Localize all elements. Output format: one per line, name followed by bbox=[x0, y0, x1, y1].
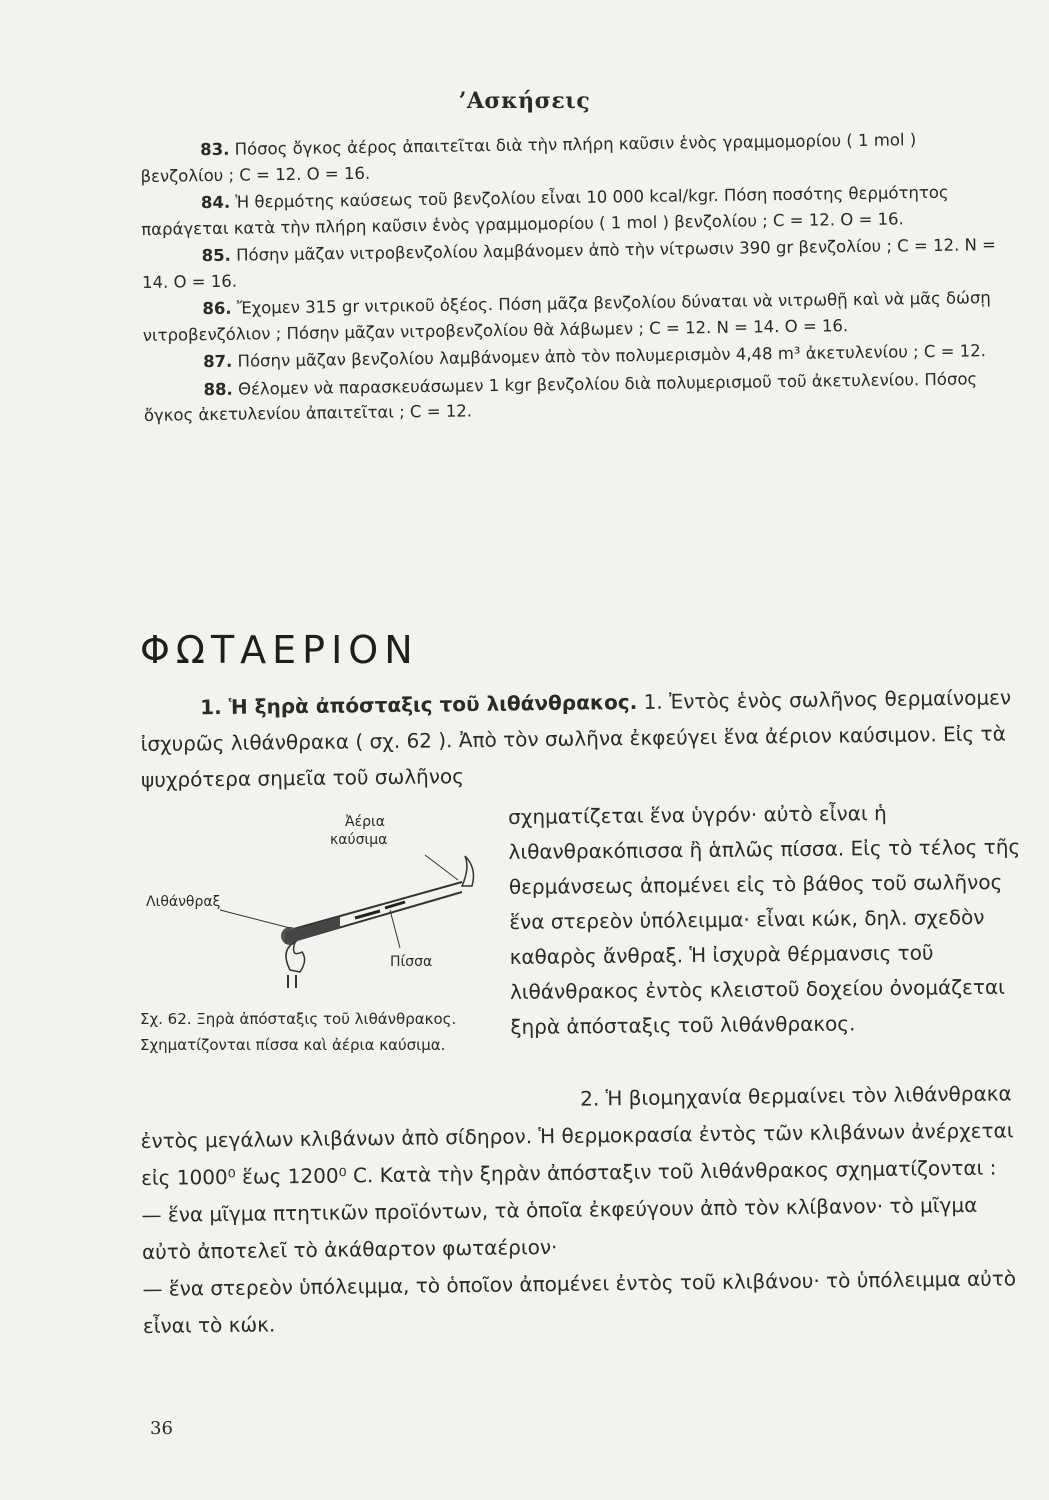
flame-icon bbox=[462, 856, 473, 886]
exercise-text: Θέλομεν νὰ παρασκευάσωμεν 1 kgr βενζολίου διὰ πολυμερισμοῦ τοῦ ἀκετυλενίου. Πόσος ὄγκος ἀκετυλενίου ἀπαιτεῖται ; C = 12. bbox=[143, 368, 978, 425]
exercise-text: Πόσην μᾶζαν νιτροβενζολίου λαμβάνομεν ἀπὸ τὴν νίτρωσιν 390 gr βενζολίου ; C = 12. N = 14. O = 16. bbox=[141, 235, 997, 292]
section-title: ’Ασκήσεις bbox=[458, 88, 591, 114]
tube-top-edge bbox=[290, 882, 462, 930]
exercise-item bbox=[143, 365, 1004, 428]
exercise-item bbox=[141, 232, 1002, 295]
label-gases-line2: καύσιμα bbox=[330, 832, 388, 848]
bullet-volatile-products: — ἕνα μῖγμα πτητικῶν προϊόντων, τὰ ὁποῖα ἐκφεύγουν ἀπὸ τὸν κλίβανον· τὸ μῖγμα αὐτὸ ἀποτελεῖ τὸ ἀκάθαρτον φωταέριον· bbox=[141, 1192, 978, 1264]
tar-pointer bbox=[390, 910, 400, 948]
figure-62 bbox=[140, 810, 480, 1000]
gases-pointer bbox=[425, 855, 458, 880]
intro-text: 1. Ἐντὸς ἑνὸς σωλῆνος θερμαίνομεν ἰσχυρῶς λιθάνθρακα ( σχ. 62 ). Ἀπὸ τὸν σωλῆνα ἐκφεύγει ἕνα ἀέριον καύσιμον. Εἰς τὰ ψυχρότερα σημεῖα τοῦ σωλῆνος bbox=[140, 685, 1012, 792]
label-coal: Λιθάνθραξ bbox=[146, 894, 221, 910]
bullet-solid-residue: — ἕνα στερεὸν ὑπόλειμμα, τὸ ὁποῖον ἀπομένει ἐντὸς τοῦ κλιβάνου· τὸ ὑπόλειμμα αὐτὸ εἶναι τὸ κώκ. bbox=[142, 1266, 1017, 1338]
distillation-diagram bbox=[140, 810, 480, 1000]
exercise-text: Ἔχομεν 315 gr νιτρικοῦ ὀξέος. Πόση μᾶζα βενζολίου δύναται νὰ νιτρωθῇ καὶ νὰ μᾶς δώσῃ νιτροβενζόλιον ; Πόσην μᾶζαν νιτροβενζολίου θὰ λάβωμεν ; C = 12. N = 14. O = 16. bbox=[142, 288, 991, 345]
exercise-number: 87. bbox=[202, 351, 233, 372]
label-tar: Πίσσα bbox=[390, 954, 433, 970]
paragraph-2: 2. Ἡ βιομηχανία θερμαίνει τὸν λιθάνθρακα ἐντὸς μεγάλων κλιβάνων ἀπὸ σίδηρον. Ἡ θερμοκρασία ἐντὸς τῶν κλιβάνων ἀνέρχεται εἰς 1000⁰ ἕως 1200⁰ C. Κατὰ τὴν ξηρὰν ἀπόσταξιν τοῦ λιθάνθρακος σχηματίζονται : bbox=[140, 1081, 1014, 1190]
chapter-title: ΦΩΤΑΕΡΙΟΝ bbox=[140, 628, 419, 672]
exercise-number: 88. bbox=[203, 379, 233, 399]
subsection-heading: 1. Ἡ ξηρὰ ἀπόσταξις τοῦ λιθάνθρακος. bbox=[200, 689, 638, 720]
industry-section bbox=[140, 1075, 1023, 1345]
page-number: 36 bbox=[150, 1418, 173, 1439]
exercise-item bbox=[141, 179, 1002, 242]
exercise-number: 83. bbox=[200, 139, 230, 160]
exercise-number: 86. bbox=[202, 298, 232, 319]
label-gases-line1: Ἀέρια bbox=[345, 814, 385, 830]
coal-pointer bbox=[220, 910, 290, 928]
intro-paragraph bbox=[140, 679, 1021, 798]
exercise-number: 85. bbox=[201, 245, 232, 266]
burner-flame-icon bbox=[286, 942, 305, 972]
exercise-item bbox=[140, 126, 1001, 189]
exercise-text: Πόσος ὄγκος ἀέρος ἀπαιτεῖται διὰ τὴν πλήρη καῦσιν ἑνὸς γραμμομορίου ( 1 mol ) βενζολίου ; C = 12. O = 16. bbox=[140, 130, 917, 186]
exercise-text: Πόσην μᾶζαν βενζολίου λαμβάνομεν ἀπὸ τὸν πολυμερισμὸν 4,48 m³ ἀκετυλενίου ; C = 12. bbox=[237, 341, 987, 371]
right-column-text: σχηματίζεται ἕνα ὑγρόν· αὐτὸ εἶναι ἡ λιθανθρακόπισσα ἢ ἁπλῶς πίσσα. Εἰς τὸ τέλος τῆς θερμάνσεως ἀπομένει εἰς τὸ βάθος τοῦ σωλῆνος ἕνα στερεὸν ὑπόλειμμα· εἶναι κώκ, δηλ. σχεδὸν καθαρὸς ἄνθραξ. Ἡ ἰσχυρὰ θέρμανσις τοῦ λιθάνθρακος ἐντὸς κλειστοῦ δοχείου ὀνομάζεται ξηρὰ ἀπόσταξις τοῦ λιθάνθρακος. bbox=[508, 801, 1021, 1039]
exercise-item bbox=[142, 285, 1003, 348]
exercise-text: Ἡ θερμότης καύσεως τοῦ βενζολίου εἶναι 10 000 kcal/kgr. Πόση ποσότης θερμότητος παράγεται κατὰ τὴν πλήρη καῦσιν ἑνὸς γραμμομορίου ( 1 mol ) βενζολίου ; C = 12. O = 16. bbox=[141, 182, 949, 239]
figure-caption: Σχ. 62. Ξηρὰ ἀπόσταξις τοῦ λιθάνθρακος. Σχηματίζονται πίσσα καὶ ἀέρια καύσιμα. bbox=[140, 1010, 457, 1054]
exercise-list bbox=[140, 126, 1004, 430]
exercise-number: 84. bbox=[200, 192, 231, 213]
